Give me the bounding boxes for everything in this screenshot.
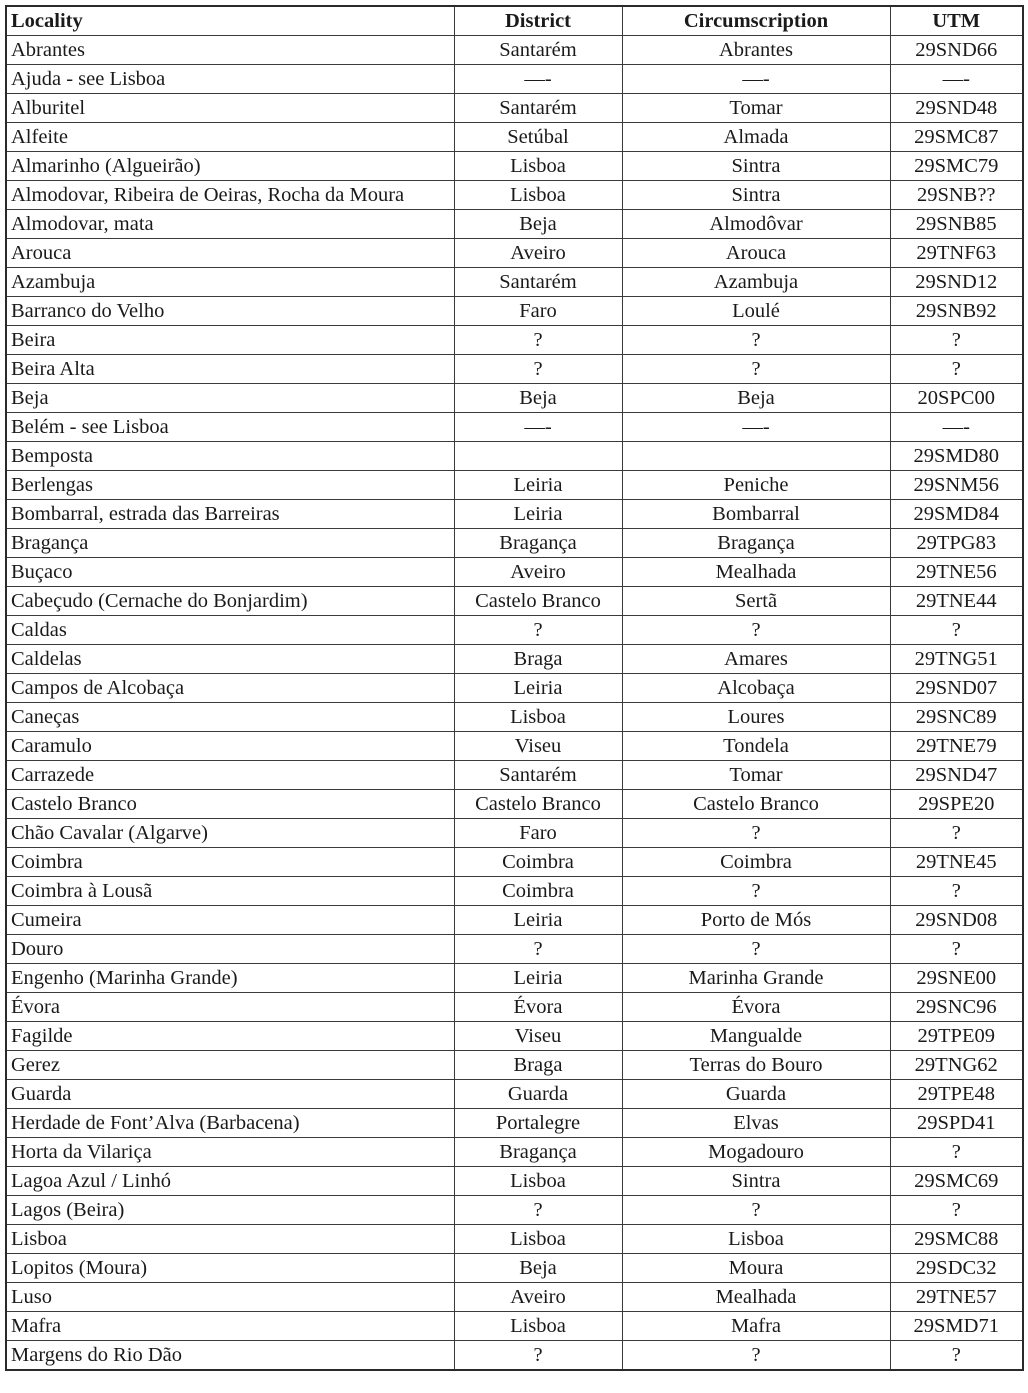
cell-locality: Caldas	[6, 616, 454, 645]
cell-utm: 29TNF63	[890, 239, 1023, 268]
cell-district: Bragança	[454, 1138, 622, 1167]
cell-circumscription: ?	[622, 326, 890, 355]
cell-circumscription: Tondela	[622, 732, 890, 761]
cell-utm: 29SNC89	[890, 703, 1023, 732]
cell-utm: 29SND12	[890, 268, 1023, 297]
table-row	[6, 993, 1023, 1022]
table-row	[6, 1022, 1023, 1051]
cell-utm: 29SPD41	[890, 1109, 1023, 1138]
cell-utm: 29SNB85	[890, 210, 1023, 239]
cell-locality: Alfeite	[6, 123, 454, 152]
cell-district: Leiria	[454, 500, 622, 529]
cell-circumscription: Almada	[622, 123, 890, 152]
cell-utm: 29TNE79	[890, 732, 1023, 761]
cell-district: Beja	[454, 1254, 622, 1283]
cell-locality: Berlengas	[6, 471, 454, 500]
cell-locality: Luso	[6, 1283, 454, 1312]
cell-utm: 29TPE48	[890, 1080, 1023, 1109]
table-row	[6, 1196, 1023, 1225]
table-row	[6, 181, 1023, 210]
header-utm: UTM	[890, 6, 1023, 36]
cell-utm: ?	[890, 1138, 1023, 1167]
cell-utm: 29SND07	[890, 674, 1023, 703]
cell-district	[454, 442, 622, 471]
cell-district: Viseu	[454, 1022, 622, 1051]
cell-locality: Beira Alta	[6, 355, 454, 384]
cell-circumscription: Mafra	[622, 1312, 890, 1341]
cell-circumscription: Mealhada	[622, 1283, 890, 1312]
cell-district: Évora	[454, 993, 622, 1022]
table-row	[6, 94, 1023, 123]
table-row	[6, 1283, 1023, 1312]
cell-locality: Carrazede	[6, 761, 454, 790]
cell-district: Leiria	[454, 964, 622, 993]
table-row	[6, 355, 1023, 384]
cell-circumscription: Lisboa	[622, 1225, 890, 1254]
cell-district: Lisboa	[454, 1167, 622, 1196]
cell-district: —-	[454, 65, 622, 94]
cell-locality: Chão Cavalar (Algarve)	[6, 819, 454, 848]
cell-utm: 20SPC00	[890, 384, 1023, 413]
cell-circumscription: Alcobaça	[622, 674, 890, 703]
cell-circumscription: Sintra	[622, 152, 890, 181]
table-row	[6, 964, 1023, 993]
cell-utm: 29SNB??	[890, 181, 1023, 210]
table-row	[6, 326, 1023, 355]
cell-district: Faro	[454, 819, 622, 848]
cell-circumscription: ?	[622, 355, 890, 384]
table-row	[6, 732, 1023, 761]
cell-district: ?	[454, 1196, 622, 1225]
cell-district: Beja	[454, 210, 622, 239]
table-row	[6, 1109, 1023, 1138]
cell-circumscription: Peniche	[622, 471, 890, 500]
cell-circumscription: Bragança	[622, 529, 890, 558]
cell-utm: 29SNM56	[890, 471, 1023, 500]
cell-district: Coimbra	[454, 877, 622, 906]
cell-district: Santarém	[454, 268, 622, 297]
cell-locality: Lagos (Beira)	[6, 1196, 454, 1225]
cell-district: ?	[454, 326, 622, 355]
cell-utm: 29SDC32	[890, 1254, 1023, 1283]
cell-district: Setúbal	[454, 123, 622, 152]
cell-district: Leiria	[454, 471, 622, 500]
cell-circumscription: Guarda	[622, 1080, 890, 1109]
cell-circumscription: Abrantes	[622, 36, 890, 65]
table-row	[6, 703, 1023, 732]
cell-circumscription: Tomar	[622, 761, 890, 790]
cell-utm: —-	[890, 413, 1023, 442]
cell-utm: 29SND66	[890, 36, 1023, 65]
cell-circumscription: Sintra	[622, 181, 890, 210]
cell-utm: ?	[890, 1341, 1023, 1371]
cell-circumscription: Porto de Mós	[622, 906, 890, 935]
cell-circumscription: Almodôvar	[622, 210, 890, 239]
cell-district: ?	[454, 935, 622, 964]
cell-locality: Almodovar, Ribeira de Oeiras, Rocha da Moura	[6, 181, 454, 210]
table-row	[6, 558, 1023, 587]
cell-locality: Guarda	[6, 1080, 454, 1109]
cell-circumscription: Terras do Bouro	[622, 1051, 890, 1080]
cell-circumscription: Loures	[622, 703, 890, 732]
table-row	[6, 123, 1023, 152]
cell-circumscription: Moura	[622, 1254, 890, 1283]
cell-utm: 29SPE20	[890, 790, 1023, 819]
cell-circumscription: ?	[622, 616, 890, 645]
cell-locality: Buçaco	[6, 558, 454, 587]
cell-utm: 29SMC79	[890, 152, 1023, 181]
cell-district: Portalegre	[454, 1109, 622, 1138]
cell-district: Castelo Branco	[454, 587, 622, 616]
table-header-row	[6, 6, 1023, 36]
cell-utm: 29SMD84	[890, 500, 1023, 529]
cell-locality: Lopitos (Moura)	[6, 1254, 454, 1283]
cell-utm: 29SMD80	[890, 442, 1023, 471]
cell-utm: 29SNC96	[890, 993, 1023, 1022]
cell-circumscription: ?	[622, 935, 890, 964]
cell-utm: ?	[890, 355, 1023, 384]
table-row	[6, 877, 1023, 906]
cell-locality: Horta da Vilariça	[6, 1138, 454, 1167]
cell-district: Aveiro	[454, 239, 622, 268]
cell-locality: Cumeira	[6, 906, 454, 935]
cell-utm: 29SMC88	[890, 1225, 1023, 1254]
table-row	[6, 384, 1023, 413]
cell-locality: Almarinho (Algueirão)	[6, 152, 454, 181]
table-row	[6, 1138, 1023, 1167]
cell-circumscription: ?	[622, 1196, 890, 1225]
cell-locality: Bemposta	[6, 442, 454, 471]
cell-utm: 29SMC87	[890, 123, 1023, 152]
cell-district: Bragança	[454, 529, 622, 558]
cell-circumscription: Amares	[622, 645, 890, 674]
cell-district: Lisboa	[454, 1225, 622, 1254]
cell-circumscription: Coimbra	[622, 848, 890, 877]
cell-locality: Azambuja	[6, 268, 454, 297]
cell-circumscription: Beja	[622, 384, 890, 413]
table-row	[6, 848, 1023, 877]
cell-locality: Caldelas	[6, 645, 454, 674]
cell-utm: 29SND08	[890, 906, 1023, 935]
cell-utm: 29TNE56	[890, 558, 1023, 587]
cell-district: Viseu	[454, 732, 622, 761]
cell-locality: Évora	[6, 993, 454, 1022]
cell-district: Faro	[454, 297, 622, 326]
cell-district: Lisboa	[454, 1312, 622, 1341]
table-row	[6, 152, 1023, 181]
cell-circumscription: ?	[622, 877, 890, 906]
table-row	[6, 819, 1023, 848]
cell-locality: Lisboa	[6, 1225, 454, 1254]
table-row	[6, 1167, 1023, 1196]
cell-circumscription: Évora	[622, 993, 890, 1022]
table-row	[6, 413, 1023, 442]
table-row	[6, 1312, 1023, 1341]
cell-utm: ?	[890, 819, 1023, 848]
table-row	[6, 36, 1023, 65]
cell-circumscription: Arouca	[622, 239, 890, 268]
cell-locality: Alburitel	[6, 94, 454, 123]
cell-circumscription: Elvas	[622, 1109, 890, 1138]
cell-locality: Bombarral, estrada das Barreiras	[6, 500, 454, 529]
cell-utm: 29SNB92	[890, 297, 1023, 326]
cell-district: Coimbra	[454, 848, 622, 877]
cell-locality: Bragança	[6, 529, 454, 558]
cell-district: Beja	[454, 384, 622, 413]
table-row	[6, 442, 1023, 471]
cell-district: Braga	[454, 645, 622, 674]
table-row	[6, 587, 1023, 616]
cell-utm: 29TPG83	[890, 529, 1023, 558]
table-row	[6, 790, 1023, 819]
cell-locality: Beja	[6, 384, 454, 413]
cell-district: Lisboa	[454, 152, 622, 181]
cell-circumscription: Mangualde	[622, 1022, 890, 1051]
cell-utm: 29SMD71	[890, 1312, 1023, 1341]
table-row	[6, 1051, 1023, 1080]
cell-utm: ?	[890, 935, 1023, 964]
cell-utm: 29SND47	[890, 761, 1023, 790]
cell-utm: 29TPE09	[890, 1022, 1023, 1051]
cell-district: ?	[454, 616, 622, 645]
cell-utm: 29TNG62	[890, 1051, 1023, 1080]
table-row	[6, 239, 1023, 268]
table-row	[6, 500, 1023, 529]
table-row	[6, 761, 1023, 790]
cell-circumscription: —-	[622, 65, 890, 94]
header-district: District	[454, 6, 622, 36]
cell-locality: Castelo Branco	[6, 790, 454, 819]
cell-circumscription: Loulé	[622, 297, 890, 326]
cell-locality: Beira	[6, 326, 454, 355]
cell-district: Lisboa	[454, 181, 622, 210]
cell-locality: Cabeçudo (Cernache do Bonjardim)	[6, 587, 454, 616]
cell-utm: 29TNE44	[890, 587, 1023, 616]
cell-district: Leiria	[454, 906, 622, 935]
cell-circumscription: Sertã	[622, 587, 890, 616]
cell-locality: Herdade de Font’Alva (Barbacena)	[6, 1109, 454, 1138]
table-row	[6, 1341, 1023, 1371]
cell-district: Leiria	[454, 674, 622, 703]
table-row	[6, 645, 1023, 674]
table-row	[6, 674, 1023, 703]
cell-locality: Caneças	[6, 703, 454, 732]
cell-utm: ?	[890, 326, 1023, 355]
table-row	[6, 1080, 1023, 1109]
cell-circumscription: Castelo Branco	[622, 790, 890, 819]
cell-locality: Arouca	[6, 239, 454, 268]
cell-utm: 29TNG51	[890, 645, 1023, 674]
cell-district: Lisboa	[454, 703, 622, 732]
table-row	[6, 616, 1023, 645]
cell-locality: Coimbra à Lousã	[6, 877, 454, 906]
cell-utm: 29TNE57	[890, 1283, 1023, 1312]
cell-locality: Caramulo	[6, 732, 454, 761]
cell-circumscription: Mogadouro	[622, 1138, 890, 1167]
cell-locality: Campos de Alcobaça	[6, 674, 454, 703]
table-body	[6, 36, 1023, 1371]
cell-locality: Mafra	[6, 1312, 454, 1341]
table-row	[6, 297, 1023, 326]
cell-circumscription: ?	[622, 819, 890, 848]
cell-utm: 29SNE00	[890, 964, 1023, 993]
cell-utm: 29TNE45	[890, 848, 1023, 877]
table-row	[6, 906, 1023, 935]
cell-locality: Almodovar, mata	[6, 210, 454, 239]
header-circumscription: Circumscription	[622, 6, 890, 36]
cell-locality: Engenho (Marinha Grande)	[6, 964, 454, 993]
table-row	[6, 1225, 1023, 1254]
cell-district: Santarém	[454, 761, 622, 790]
cell-circumscription: ?	[622, 1341, 890, 1371]
cell-district: Aveiro	[454, 1283, 622, 1312]
cell-utm: ?	[890, 616, 1023, 645]
cell-locality: Lagoa Azul / Linhó	[6, 1167, 454, 1196]
cell-locality: Fagilde	[6, 1022, 454, 1051]
cell-locality: Gerez	[6, 1051, 454, 1080]
cell-locality: Barranco do Velho	[6, 297, 454, 326]
table-row	[6, 268, 1023, 297]
cell-circumscription: Azambuja	[622, 268, 890, 297]
table-row	[6, 1254, 1023, 1283]
table-row	[6, 210, 1023, 239]
table-row	[6, 471, 1023, 500]
cell-circumscription: Mealhada	[622, 558, 890, 587]
cell-locality: Douro	[6, 935, 454, 964]
cell-district: ?	[454, 1341, 622, 1371]
table-row	[6, 65, 1023, 94]
cell-locality: Ajuda - see Lisboa	[6, 65, 454, 94]
cell-district: Santarém	[454, 94, 622, 123]
cell-circumscription	[622, 442, 890, 471]
cell-district: Guarda	[454, 1080, 622, 1109]
cell-district: Santarém	[454, 36, 622, 65]
cell-district: —-	[454, 413, 622, 442]
cell-district: Castelo Branco	[454, 790, 622, 819]
cell-circumscription: Marinha Grande	[622, 964, 890, 993]
cell-circumscription: —-	[622, 413, 890, 442]
table-row	[6, 529, 1023, 558]
cell-locality: Margens do Rio Dão	[6, 1341, 454, 1371]
table-row	[6, 935, 1023, 964]
cell-circumscription: Tomar	[622, 94, 890, 123]
locality-table	[5, 5, 1024, 1371]
cell-utm: 29SND48	[890, 94, 1023, 123]
cell-circumscription: Bombarral	[622, 500, 890, 529]
cell-district: Aveiro	[454, 558, 622, 587]
cell-utm: 29SMC69	[890, 1167, 1023, 1196]
cell-utm: ?	[890, 1196, 1023, 1225]
header-locality: Locality	[6, 6, 454, 36]
cell-locality: Abrantes	[6, 36, 454, 65]
cell-district: ?	[454, 355, 622, 384]
cell-circumscription: Sintra	[622, 1167, 890, 1196]
cell-district: Braga	[454, 1051, 622, 1080]
cell-locality: Belém - see Lisboa	[6, 413, 454, 442]
cell-utm: —-	[890, 65, 1023, 94]
cell-utm: ?	[890, 877, 1023, 906]
cell-locality: Coimbra	[6, 848, 454, 877]
